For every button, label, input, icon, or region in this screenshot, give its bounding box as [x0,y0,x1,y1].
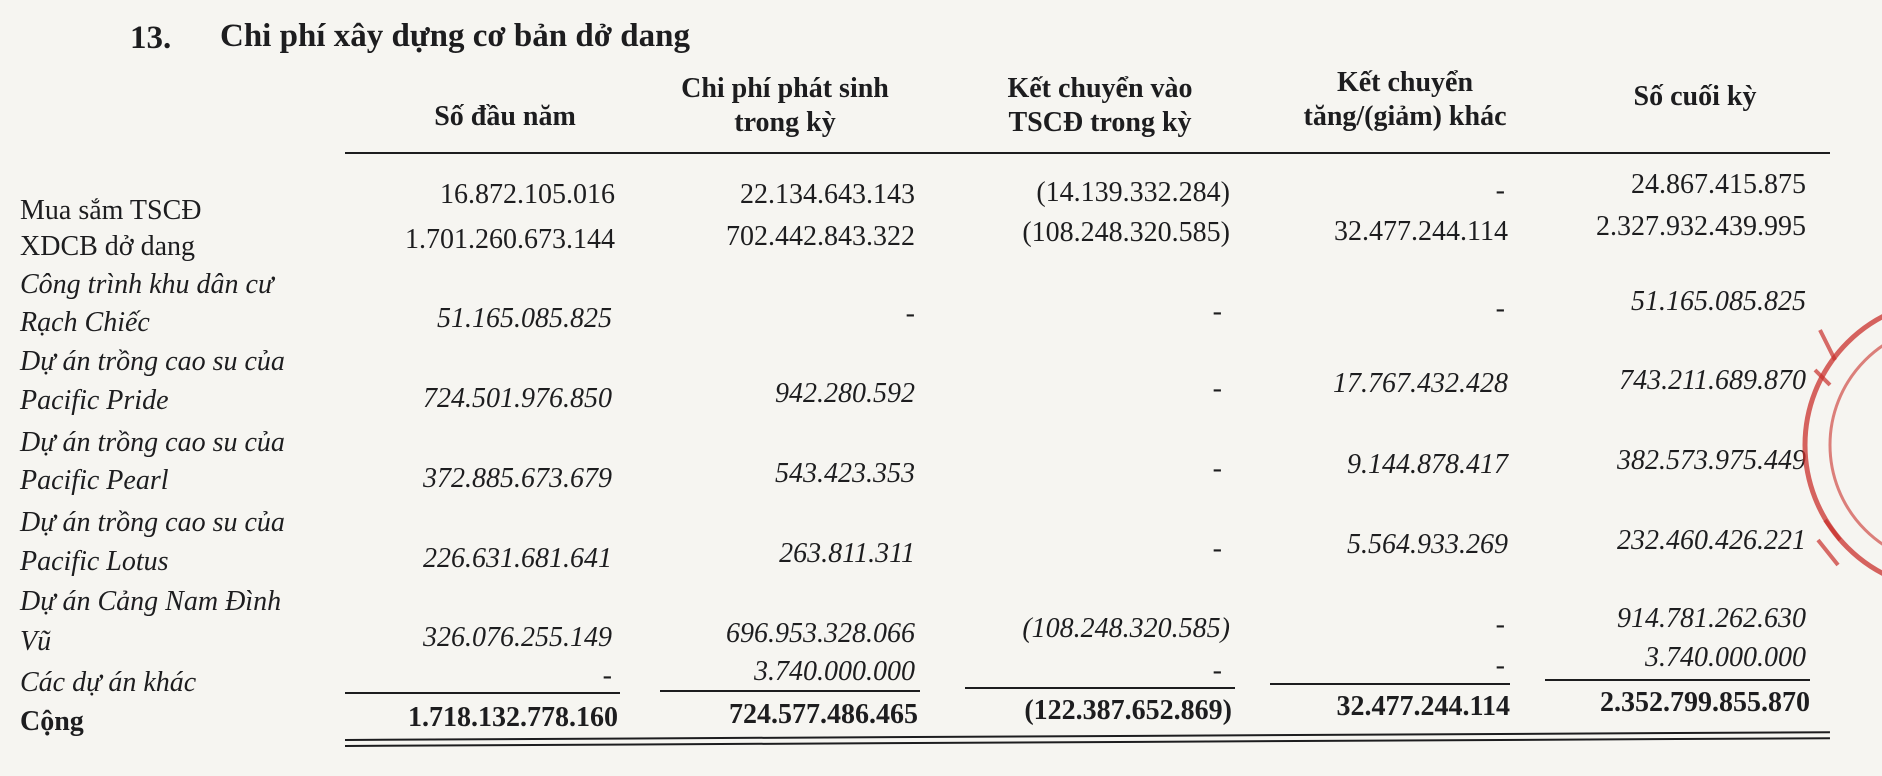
col-header-closing: Số cuối kỳ [1633,81,1757,112]
cell-r8-c2: 3.740.000.000 [754,656,915,687]
row-label-pacific-pearl-line2: Pacific Pearl [20,465,169,496]
cell-r6-c1: 226.631.681.641 [423,543,612,574]
cell-r5-c2: 543.423.353 [775,458,915,489]
cell-r7-c3: (108.248.320.585) [1022,613,1230,644]
row-label-nam-dinh-vu-port: Dự án Cảng Nam Đình [20,586,282,617]
row-label-pacific-lotus: Dự án trồng cao su của [20,507,285,538]
cell-r8-c5: 3.740.000.000 [1645,642,1806,673]
col-header-incurred: Chi phí phát sinh trong kỳ [681,73,889,138]
cell-r8-c1: - [602,660,612,691]
cell-r4-c2: 942.280.592 [775,378,915,409]
col-header-transfer-fixed-assets: Kết chuyển vào TSCĐ trong kỳ [1007,73,1193,138]
cell-r5-c5: 382.573.975.449 [1617,445,1806,476]
cell-r1-c2: 22.134.643.143 [740,179,915,210]
cell-r2-c5: 2.327.932.439.995 [1596,211,1806,242]
cell-r6-c4: 5.564.933.269 [1347,529,1508,560]
col-header-other-transfer: Kết chuyển tăng/(giảm) khác [1303,67,1507,132]
cell-r5-c1: 372.885.673.679 [423,463,612,494]
cell-r7-c1: 326.076.255.149 [423,622,612,653]
cell-r5-c4: 9.144.878.417 [1347,449,1508,480]
cell-r1-c3: (14.139.332.284) [1036,177,1230,208]
cell-r6-c2: 263.811.311 [779,538,915,569]
red-seal-stamp [1800,290,1882,600]
cell-r7-c2: 696.953.328.066 [726,618,915,649]
cell-r5-c3: - [1212,453,1222,484]
total-c4: 32.477.244.114 [1336,691,1510,722]
row-label-pacific-pearl: Dự án trồng cao su của [20,427,285,458]
cell-r2-c4: 32.477.244.114 [1334,216,1508,247]
row-label-pacific-pride: Dự án trồng cao su của [20,346,285,377]
cell-r4-c5: 743.211.689.870 [1619,365,1806,396]
cell-r2-c3: (108.248.320.585) [1022,217,1230,248]
cell-r3-c5: 51.165.085.825 [1631,286,1806,317]
cell-r2-c2: 702.442.843.322 [726,221,915,252]
subtotal-rule-c3 [965,687,1235,689]
cell-r2-c1: 1.701.260.673.144 [405,224,615,255]
cell-r4-c4: 17.767.432.428 [1333,368,1508,399]
total-label: Cộng [20,706,84,737]
section-number: 13. [130,20,172,56]
cell-r1-c4: - [1495,175,1505,206]
total-c2: 724.577.486.465 [729,699,918,730]
row-label-nam-dinh-vu-port-line2: Vũ [20,626,52,657]
subtotal-rule-c1 [345,692,620,694]
header-rule [345,152,1830,154]
section-title: Chi phí xây dựng cơ bản dở dang [220,18,690,54]
cell-r1-c5: 24.867.415.875 [1631,169,1806,200]
row-label-rach-chiec-line2: Rạch Chiếc [20,307,150,338]
row-label-pacific-lotus-line2: Pacific Lotus [20,546,169,577]
col-header-opening: Số đầu năm [434,101,576,132]
row-label-other-projects: Các dự án khác [20,667,197,698]
cell-r6-c3: - [1212,533,1222,564]
cell-r7-c5: 914.781.262.630 [1617,603,1806,634]
cell-r3-c2: - [905,298,915,329]
total-c1: 1.718.132.778.160 [408,702,618,733]
row-label-construction-in-progress: XDCB dở dang [20,231,196,262]
subtotal-rule-c4 [1270,683,1510,685]
row-label-rach-chiec: Công trình khu dân cư [20,269,274,300]
cell-r8-c4: - [1495,650,1505,681]
cell-r1-c1: 16.872.105.016 [440,179,615,210]
subtotal-rule-c2 [660,690,920,692]
subtotal-rule-c5 [1545,679,1810,681]
total-c5: 2.352.799.855.870 [1600,687,1810,718]
row-label-pacific-pride-line2: Pacific Pride [20,385,169,416]
cell-r3-c1: 51.165.085.825 [437,303,612,334]
cell-r7-c4: - [1495,609,1505,640]
cell-r6-c5: 232.460.426.221 [1617,525,1806,556]
total-c3: (122.387.652.869) [1024,695,1232,726]
cell-r3-c3: - [1212,296,1222,327]
cell-r4-c3: - [1212,373,1222,404]
cell-r4-c1: 724.501.976.850 [423,383,612,414]
cell-r3-c4: - [1495,293,1505,324]
row-label-asset-purchase: Mua sắm TSCĐ [20,195,202,226]
cell-r8-c3: - [1212,655,1222,686]
